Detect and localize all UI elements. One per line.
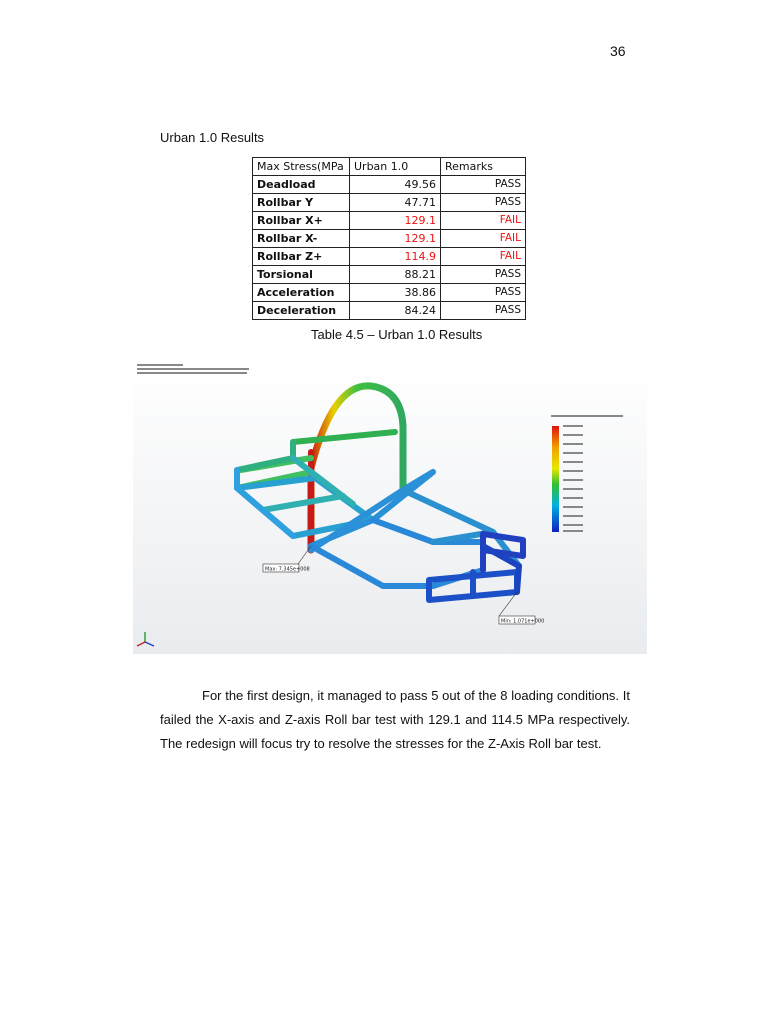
row-condition: Rollbar Y: [253, 194, 350, 212]
body-paragraph: [160, 684, 630, 756]
row-value: 114.9: [350, 248, 441, 266]
min-label: Min: 1.071e+000: [501, 618, 545, 625]
table-row: [253, 266, 526, 284]
table-row: [253, 212, 526, 230]
header-condition: Max Stress(MPa: [253, 158, 350, 176]
table-row: [253, 284, 526, 302]
table-header-row: [253, 158, 526, 176]
row-remark: PASS: [441, 302, 526, 320]
row-remark: FAIL: [441, 248, 526, 266]
legend-title-line: [551, 415, 623, 417]
row-condition: Rollbar X+: [253, 212, 350, 230]
max-label: Max: 7.345e+008: [265, 566, 310, 573]
row-value: 49.56: [350, 176, 441, 194]
figure-header-line: [137, 368, 249, 370]
row-remark: PASS: [441, 194, 526, 212]
header-urban: Urban 1.0: [350, 158, 441, 176]
row-value: 129.1: [350, 212, 441, 230]
page-number: 36: [610, 43, 626, 59]
row-condition: Torsional: [253, 266, 350, 284]
table-row: [253, 230, 526, 248]
stress-plot-figure: [133, 360, 647, 654]
table-row: [253, 194, 526, 212]
row-remark: PASS: [441, 176, 526, 194]
legend-color-bar: [552, 426, 559, 532]
row-condition: Rollbar Z+: [253, 248, 350, 266]
row-condition: Acceleration: [253, 284, 350, 302]
row-value: 38.86: [350, 284, 441, 302]
table-row: [253, 176, 526, 194]
row-condition: Deceleration: [253, 302, 350, 320]
figure-header-line: [137, 372, 247, 374]
table-caption: Table 4.5 – Urban 1.0 Results: [311, 327, 483, 342]
row-remark: FAIL: [441, 212, 526, 230]
results-table: [252, 157, 526, 320]
row-value: 47.71: [350, 194, 441, 212]
table-row: [253, 248, 526, 266]
header-remarks: Remarks: [441, 158, 526, 176]
row-remark: PASS: [441, 266, 526, 284]
row-value: 84.24: [350, 302, 441, 320]
row-value: 129.1: [350, 230, 441, 248]
row-condition: Rollbar X-: [253, 230, 350, 248]
row-value: 88.21: [350, 266, 441, 284]
section-heading: Urban 1.0 Results: [160, 130, 265, 145]
row-remark: FAIL: [441, 230, 526, 248]
figure-header-line: [137, 364, 183, 366]
table-row: [253, 302, 526, 320]
row-remark: PASS: [441, 284, 526, 302]
row-condition: Deadload: [253, 176, 350, 194]
body-paragraph-text: For the first design, it managed to pass 5 out of the 8 loading conditions. It failed the X-axis and Z-axis Roll bar test with 129.1 and 114.5 MPa respectively. The redesign will focus try to resolve the stresses for the Z-Axis Roll bar test.: [160, 688, 630, 751]
